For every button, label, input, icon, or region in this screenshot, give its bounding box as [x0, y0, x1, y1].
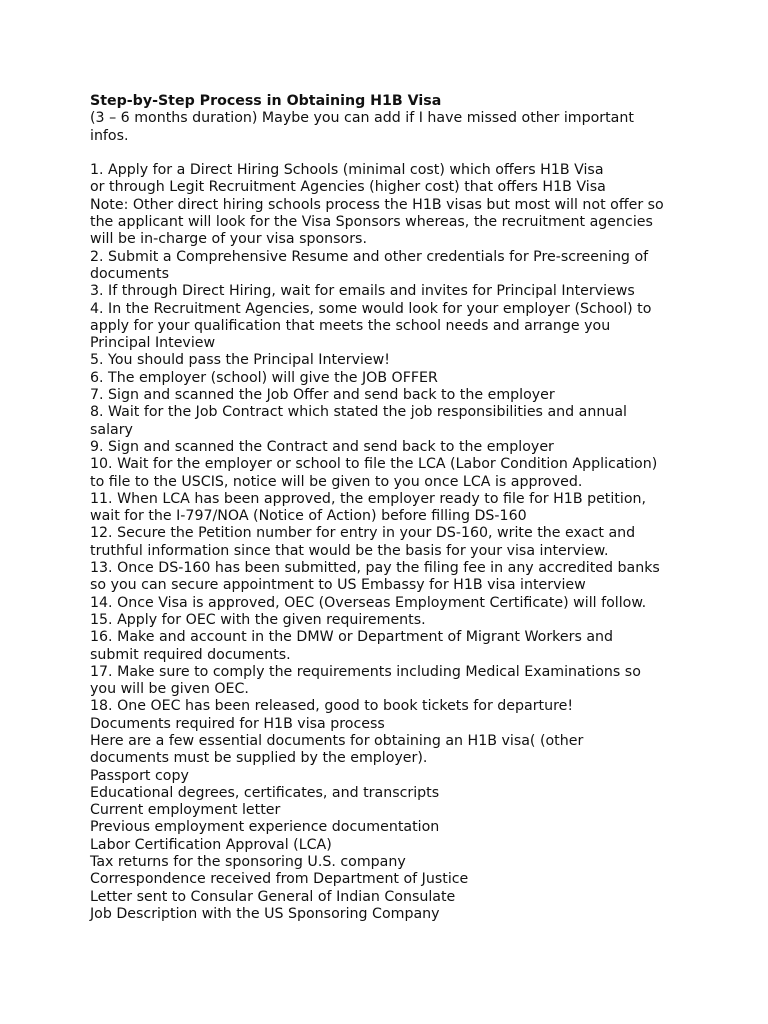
- document-title: Step-by-Step Process in Obtaining H1B Visa: [90, 93, 442, 109]
- text-line: Educational degrees, certificates, and transcripts: [90, 784, 440, 801]
- text-line: Documents required for H1B visa process: [90, 715, 385, 732]
- text-line: 9. Sign and scanned the Contract and send back to the employer: [90, 438, 554, 455]
- text-line: Current employment letter: [90, 802, 281, 819]
- text-line: 5. You should pass the Principal Interview!: [90, 352, 390, 369]
- text-line: 7. Sign and scanned the Job Offer and send back to the employer: [90, 387, 555, 404]
- blank-line: [90, 145, 690, 162]
- text-line: 12. Secure the Petition number for entry in your DS-160, write the exact and: [90, 525, 636, 542]
- text-line: 3. If through Direct Hiring, wait for emails and invites for Principal Interviews: [90, 283, 635, 300]
- text-line: you will be given OEC.: [90, 681, 249, 698]
- text-line: Here are a few essential documents for obtaining an H1B visa( (other: [90, 732, 584, 749]
- text-line: documents must be supplied by the employer).: [90, 750, 428, 767]
- document-lines: [90, 110, 690, 923]
- text-line: or through Legit Recruitment Agencies (higher cost) that offers H1B Visa: [90, 179, 606, 196]
- text-line: apply for your qualification that meets the school needs and arrange you: [90, 317, 611, 334]
- text-line: wait for the I-797/NOA (Notice of Action) before filling DS-160: [90, 508, 527, 525]
- document-body: [90, 93, 690, 923]
- text-line: to file to the USCIS, notice will be given to you once LCA is approved.: [90, 473, 583, 490]
- text-line: Previous employment experience documentation: [90, 819, 440, 836]
- text-line: 18. One OEC has been released, good to book tickets for departure!: [90, 698, 574, 715]
- text-line: 16. Make and account in the DMW or Department of Migrant Workers and: [90, 629, 614, 646]
- text-line: documents: [90, 265, 169, 282]
- text-line: (3 – 6 months duration) Maybe you can add if I have missed other important: [90, 110, 634, 127]
- text-line: will be in-charge of your visa sponsors.: [90, 231, 367, 248]
- text-line: so you can secure appointment to US Embassy for H1B visa interview: [90, 577, 586, 594]
- text-line: Tax returns for the sponsoring U.S. company: [90, 854, 406, 871]
- text-line: Job Description with the US Sponsoring Company: [90, 905, 440, 922]
- text-line: submit required documents.: [90, 646, 291, 663]
- text-line: salary: [90, 421, 133, 438]
- text-line: 2. Submit a Comprehensive Resume and other credentials for Pre-screening of: [90, 248, 649, 265]
- text-line: Passport copy: [90, 767, 189, 784]
- text-line: 10. Wait for the employer or school to file the LCA (Labor Condition Application): [90, 456, 658, 473]
- text-line: the applicant will look for the Visa Sponsors whereas, the recruitment agencies: [90, 214, 653, 231]
- text-line: 17. Make sure to comply the requirements including Medical Examinations so: [90, 663, 641, 680]
- text-line: 1. Apply for a Direct Hiring Schools (minimal cost) which offers H1B Visa: [90, 162, 604, 179]
- text-line: 13. Once DS-160 has been submitted, pay the filing fee in any accredited banks: [90, 560, 660, 577]
- text-line: 15. Apply for OEC with the given requirements.: [90, 611, 426, 628]
- text-line: Letter sent to Consular General of Indian Consulate: [90, 888, 456, 905]
- text-line: Correspondence received from Department of Justice: [90, 871, 469, 888]
- text-line: 11. When LCA has been approved, the employer ready to file for H1B petition,: [90, 490, 646, 507]
- text-line: 8. Wait for the Job Contract which stated the job responsibilities and annual: [90, 404, 627, 421]
- text-line: 14. Once Visa is approved, OEC (Overseas Employment Certificate) will follow.: [90, 594, 647, 611]
- text-line: Principal Inteview: [90, 335, 216, 352]
- text-line: 4. In the Recruitment Agencies, some would look for your employer (School) to: [90, 300, 652, 317]
- text-line: Note: Other direct hiring schools process the H1B visas but most will not offer so: [90, 196, 664, 213]
- text-line: truthful information since that would be the basis for your visa interview.: [90, 542, 609, 559]
- text-line: 6. The employer (school) will give the JOB OFFER: [90, 369, 438, 386]
- text-line: infos.: [90, 127, 129, 144]
- text-line: Labor Certification Approval (LCA): [90, 836, 332, 853]
